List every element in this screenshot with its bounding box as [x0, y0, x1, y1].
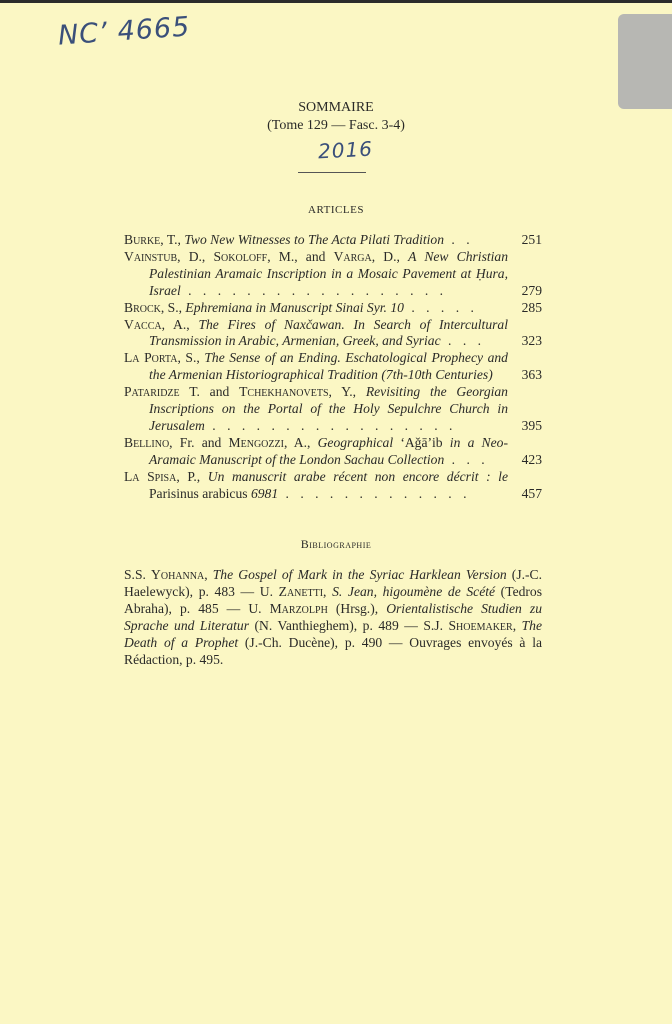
page-tab-marker [618, 14, 672, 109]
page-top-edge [0, 0, 672, 3]
toc-entry-author: Brock, S., [124, 299, 186, 315]
toc-entry-author: Pataridze T. and Tchekhanovets, Y., [124, 384, 366, 400]
toc-entry-page: 395 [521, 417, 542, 433]
divider [298, 172, 366, 173]
toc-entry-title: Revisiting the Georgian Inscriptions on the Portal of the Holy Sepulchre Church in Jerusalem [149, 384, 508, 433]
toc-entry [124, 435, 542, 469]
toc-entry-page: 323 [521, 333, 542, 349]
toc-entry-leader: . . . . . . . . . . . . . . . . . . [180, 282, 448, 298]
toc-entry-page: 423 [521, 451, 542, 467]
toc-entry-page: 279 [521, 282, 542, 298]
toc-entry-title: Geographical ‘Aǧā’ib in a Neo-Aramaic Manuscript of the London Sachau Collection [149, 434, 508, 467]
toc-entry [124, 249, 542, 300]
bibliographie-heading: Bibliographie [300, 537, 372, 551]
toc-entry [124, 350, 542, 384]
toc-entry-author: Burke, T., [124, 232, 185, 247]
toc-entry-page: 363 [521, 367, 542, 383]
bibliographie-text: S.S. Yohanna, The Gospel of Mark in the Syriac Harklean Version (J.-C. Haelewyck), p. 483 — U. Zanetti, S. Jean, higoumène de Scété (Tedros Abraha), p. 485 — U. Marzolph (Hrsg.), Orientalistische Studien zu Sprache und Literatur (N. Vanthieghem), p. 489 — S.J. Shoemaker, The Death of a Prophet (J.-Ch. Ducène), p. 490 — Ouvrages envoyés à la Rédaction, p. 495. [124, 567, 543, 667]
toc-entry-title: Un manuscrit arabe récent non encore décrit : le Parisinus arabicus 6981 [149, 468, 508, 501]
page-title: SOMMAIRE [298, 100, 374, 115]
toc-entry-leader: . . . . . . . . . . . . . [278, 485, 471, 501]
toc-entry-page: 457 [521, 485, 542, 501]
toc-entry-author: Bellino, Fr. and Mengozzi, A., [124, 434, 318, 450]
page-subtitle: (Tome 129 — Fasc. 3-4) [267, 118, 405, 133]
toc-entry [124, 317, 542, 351]
toc-entry-leader: . . [444, 232, 474, 247]
toc-entry-author: La Porta, S., [124, 350, 205, 366]
toc-entry-title: Two New Witnesses to The Acta Pilati Tradition [184, 232, 445, 247]
toc-entry-page: 285 [521, 299, 542, 315]
toc-entry-leader: . . . . . . . . . . . . . . . . . [204, 417, 457, 433]
articles-list [124, 232, 542, 503]
toc-entry-leader: . . . . . [403, 299, 478, 315]
toc-entry-author: Vacca, A., [124, 316, 199, 332]
toc-entry-author: Vainstub, D., Sokoloff, M., and Varga, D., [124, 248, 409, 264]
handwritten-call-number: NC’ 4665 [57, 11, 192, 52]
toc-entry-page: 251 [521, 232, 542, 247]
handwritten-year: 2016 [317, 136, 374, 164]
toc-entry [124, 384, 542, 435]
toc-entry [124, 232, 542, 249]
articles-heading: ARTICLES [308, 204, 364, 216]
toc-entry [124, 469, 542, 503]
toc-entry-author: La Spisa, P., [124, 468, 208, 484]
toc-entry [124, 300, 542, 317]
toc-entry-title: Ephremiana in Manuscript Sinai Syr. 10 [185, 299, 404, 315]
toc-entry-leader: . . . [444, 451, 489, 467]
toc-entry-title: The Sense of an Ending. Eschatological Prophecy and the Armenian Historiographical Tradition (7th-10th Centuries) [149, 350, 508, 383]
toc-entry-title: A New Christian Palestinian Aramaic Inscription in a Mosaic Pavement at Ḥura, Israel [149, 248, 509, 298]
toc-entry-leader: . . . [440, 333, 486, 349]
toc-entry-title: The Fires of Naxčawan. In Search of Intercultural Transmission in Arabic, Armenian, Greek, and Syriac [149, 316, 508, 349]
